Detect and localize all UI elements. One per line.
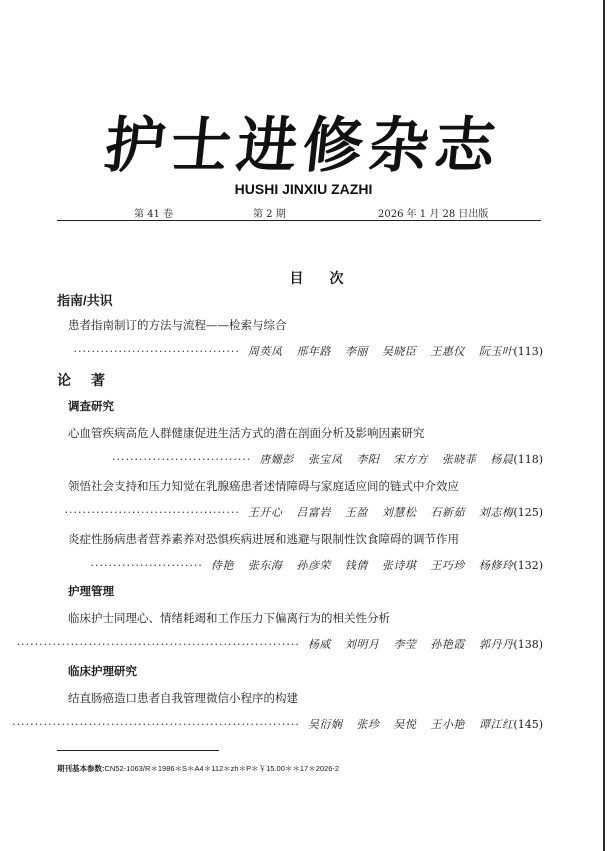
article-authors-line [12,716,543,732]
footer-rule [57,750,219,751]
subsection-clinical-nursing: 临床护理研究 [68,666,137,678]
page-number: (113) [513,344,543,358]
authors: 侍艳 张东海 孙彦荣 钱倩 张诗琪 王巧珍 杨修玲 [210,559,514,572]
authors: 唐姗彭 张宝凤 李阳 宋方方 张晓菲 杨晨 [259,453,514,466]
article-title[interactable]: 临床护士同理心、情绪耗竭和工作压力下偏离行为的相关性分析 [68,611,390,625]
volume-label: 第 41 卷 [134,209,174,220]
article-title[interactable]: 炎症性肠病患者营养素养对恐惧疾病进展和逃避与限制性饮食障碍的调节作用 [68,532,459,546]
section-original-articles: 论著 [57,373,125,389]
article-authors-line [17,636,543,652]
page-number: (145) [513,717,543,731]
leader-dots: ························· [90,558,203,572]
journal-title: 护士进修杂志 [101,111,505,181]
article-title[interactable]: 结直肠癌造口患者自我管理微信小程序的构建 [68,691,298,705]
journal-title-pinyin: HUSHI JINXIU ZAZHI [234,181,373,197]
page-number: (125) [513,505,543,519]
leader-dots: ······························· [112,452,252,466]
article-authors-line [65,504,543,520]
article-title[interactable]: 患者指南制订的方法与流程——检索与综合 [68,318,287,332]
header-rule [57,220,541,221]
parameters-label: 期刊基本参数: [57,764,105,773]
article-authors-line [74,343,543,359]
page-number: (118) [513,452,543,466]
article-title[interactable]: 心血管疾病高危人群健康促进生活方式的潜在剖面分析及影响因素研究 [68,426,425,440]
toc-heading: 目次 [289,271,370,287]
page-number: (138) [513,637,543,651]
subsection-nursing-management: 护理管理 [68,586,114,598]
leader-dots: ······························································· [16,637,300,651]
parameters-value: CN52-1063/R＊1986＊S＊A4＊112＊zh＊P＊￥15.00＊＊17＊2026-2 [104,764,340,773]
authors: 周英凤 邢年路 李丽 吴晓臣 王惠仪 阮玉叶 [247,345,514,358]
publish-date: 2026 年 1 月 28 日出版 [378,209,489,220]
leader-dots: ······································· [64,505,240,519]
page-number: (132) [513,558,543,572]
authors: 杨威 刘明月 李莹 孙艳霞 郭丹丹 [307,638,514,651]
subsection-survey: 调查研究 [68,401,114,413]
journal-parameters [57,763,339,774]
section-guidelines: 指南/共识 [57,293,113,308]
article-title[interactable]: 领悟社会支持和压力知觉在乳腺癌患者述情障碍与家庭适应间的链式中介效应 [68,479,459,493]
authors: 王开心 吕富岩 王盈 刘慧松 石新茹 刘志梅 [247,506,514,519]
issue-label: 第 2 期 [253,209,286,220]
leader-dots: ····································· [73,344,240,358]
authors: 吴衍娴 张珍 吴悦 王小艳 谭江红 [307,718,514,731]
leader-dots: ································································ [12,717,300,731]
article-authors-line [112,451,543,467]
article-authors-line [91,557,544,573]
